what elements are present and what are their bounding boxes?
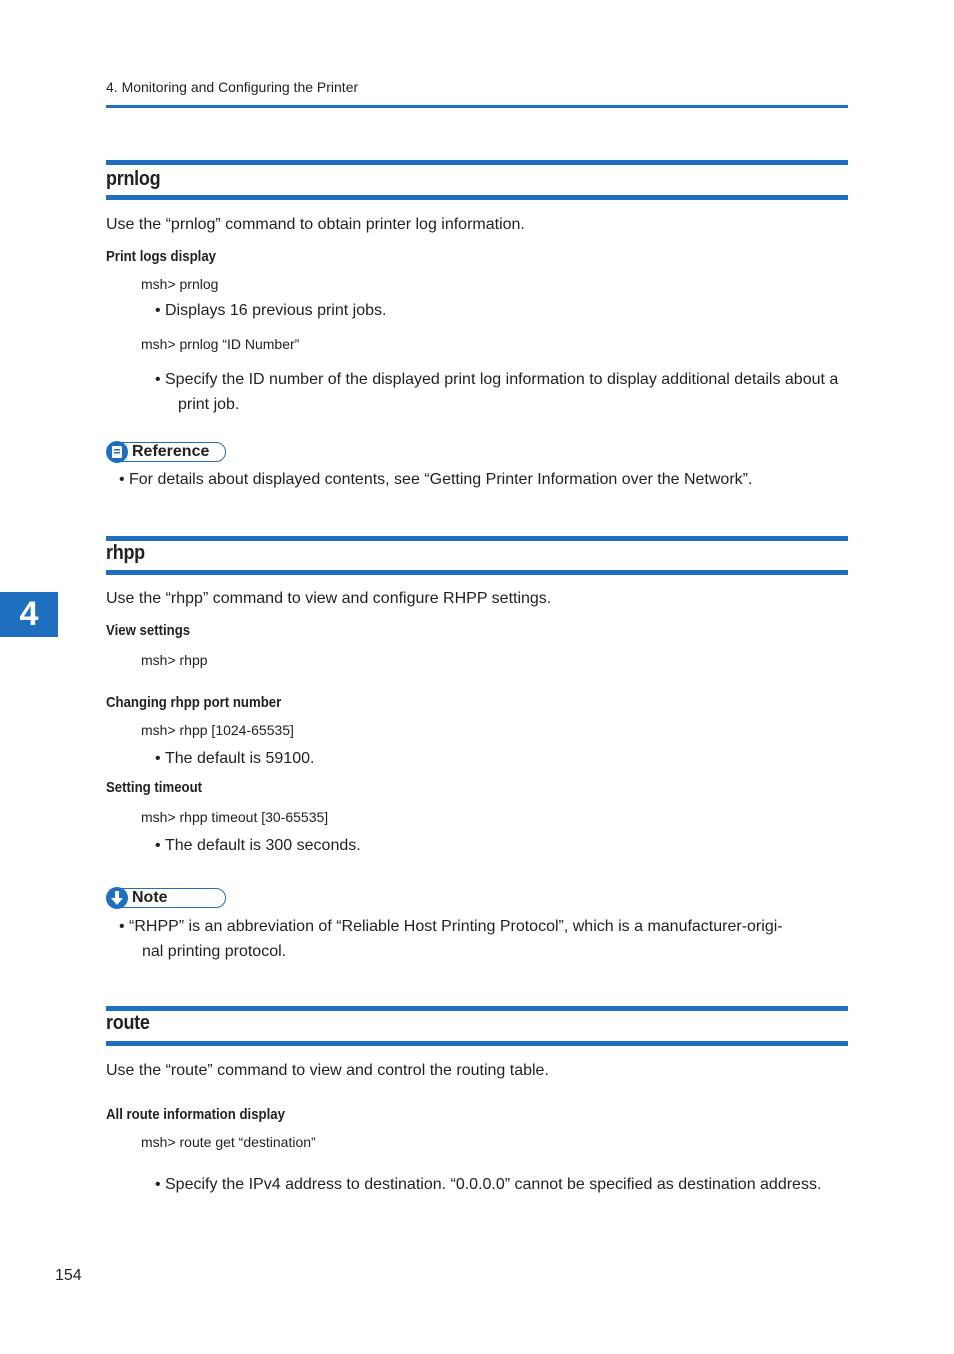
reference-label-text: Reference <box>132 443 210 460</box>
note-label <box>107 888 226 908</box>
prnlog-bullet-1-text: Displays 16 previous print jobs. <box>165 302 387 319</box>
section-rule-bottom <box>106 1041 848 1046</box>
section-rule-bottom <box>106 195 848 200</box>
chapter-tab: 4 <box>0 592 58 637</box>
section-rule-top <box>106 536 848 541</box>
prnlog-bullet-2-line2: print job. <box>178 396 240 413</box>
prnlog-bullet-1: • Displays 16 previous print jobs. <box>155 302 387 319</box>
route-intro: Use the “route” command to view and control the routing table. <box>106 1062 549 1079</box>
route-bullet-text: Specify the IPv4 address to destination. “0.0.0.0” cannot be specified as destination address. <box>165 1176 822 1193</box>
reference-bullet-text: For details about displayed contents, see “Getting Printer Information over the Network”. <box>129 471 753 488</box>
rhpp-subheading-timeout: Setting timeout <box>106 779 203 796</box>
prnlog-bullet-2-line1: Specify the ID number of the displayed print log information to display additional details about a <box>165 371 839 388</box>
prnlog-subheading-print-logs: Print logs display <box>106 248 217 265</box>
rhpp-port-bullet: • The default is 59100. <box>155 750 315 767</box>
page-number: 154 <box>55 1267 82 1284</box>
rhpp-subheading-port: Changing rhpp port number <box>106 694 282 711</box>
prnlog-bullet-2: • Specify the ID number of the displayed print log information to display additional details about a <box>155 371 839 388</box>
rhpp-timeout-command: msh> rhpp timeout [30-65535] <box>141 809 329 825</box>
rhpp-port-bullet-text: The default is 59100. <box>165 750 315 767</box>
rhpp-intro: Use the “rhpp” command to view and configure RHPP settings. <box>106 590 552 607</box>
section-rule-bottom <box>106 570 848 575</box>
note-label-text: Note <box>132 889 168 906</box>
header-rule <box>106 105 848 108</box>
route-subheading-all: All route information display <box>106 1106 285 1123</box>
section-title-rhpp: rhpp <box>106 542 145 564</box>
section-title-prnlog: prnlog <box>106 168 161 190</box>
rhpp-timeout-bullet-text: The default is 300 seconds. <box>165 837 361 854</box>
section-rule-top <box>106 1006 848 1011</box>
prnlog-id-command: msh> prnlog “ID Number” <box>141 336 300 352</box>
prnlog-command: msh> prnlog <box>141 276 219 292</box>
rhpp-port-command: msh> rhpp [1024-65535] <box>141 722 294 738</box>
prnlog-intro: Use the “prnlog” command to obtain printer log information. <box>106 216 525 233</box>
rhpp-timeout-bullet: • The default is 300 seconds. <box>155 837 361 854</box>
section-title-route: route <box>106 1012 150 1034</box>
reference-icon <box>106 441 128 463</box>
note-bullet-line2: nal printing protocol. <box>142 943 287 960</box>
note-bullet-line1: “RHPP” is an abbreviation of “Reliable Host Printing Protocol”, which is a manufacturer-origi- <box>129 918 783 935</box>
section-rule-top <box>106 160 848 165</box>
note-bullet: • “RHPP” is an abbreviation of “Reliable Host Printing Protocol”, which is a manufacturer-origi- <box>119 918 783 935</box>
rhpp-subheading-view: View settings <box>106 622 191 639</box>
route-get-command: msh> route get “destination” <box>141 1134 316 1150</box>
note-icon <box>106 887 128 909</box>
route-bullet: • Specify the IPv4 address to destination. “0.0.0.0” cannot be specified as destination address. <box>155 1176 822 1193</box>
reference-label <box>107 442 226 462</box>
rhpp-view-command: msh> rhpp <box>141 652 208 668</box>
running-header: 4. Monitoring and Configuring the Printer <box>106 79 359 95</box>
reference-bullet: • For details about displayed contents, see “Getting Printer Information over the Network”. <box>119 471 753 488</box>
